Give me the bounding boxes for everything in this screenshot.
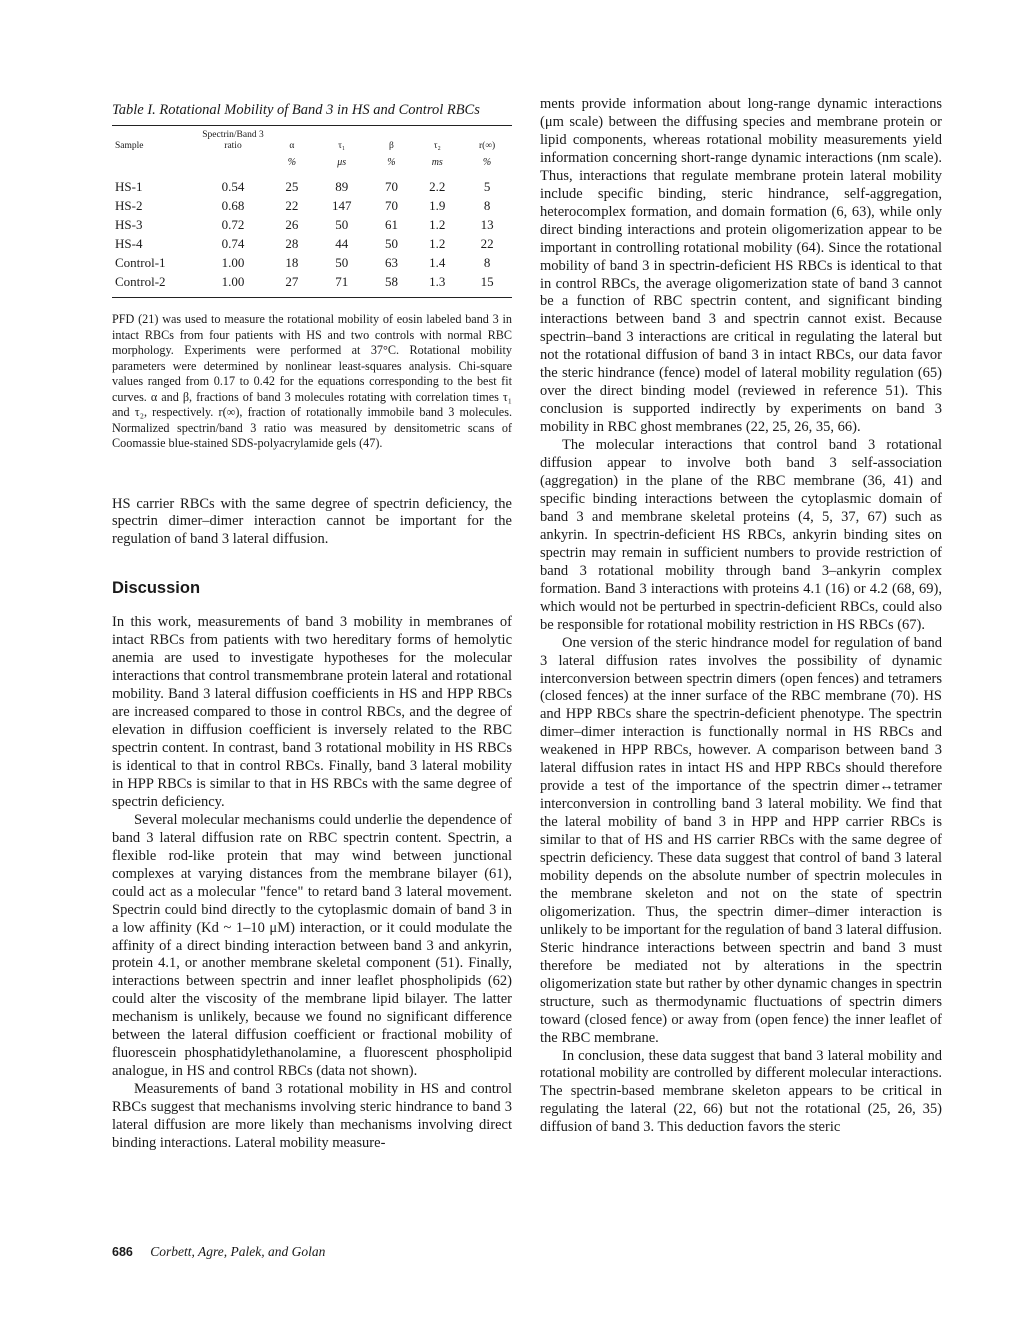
table-row <box>112 177 512 196</box>
table-cell: 44 <box>335 236 349 251</box>
table-cell: 63 <box>384 255 398 270</box>
table-cell: 26 <box>285 217 299 232</box>
paragraph: In this work, measurements of band 3 mobility in membranes of intact RBCs from patients with two hereditary forms of hemolytic anemia are used to investigate hypotheses for the molecular interactions that control transmembrane protein lateral and rotational mobility. Band 3 lateral diffusion coefficients in HS and HPP RBCs are increased compared to those in control RBCs, and the degree of elevation in diffusion coefficient is inversely related to the RBC spectrin content. In contrast, band 3 rotational mobility in HS RBCs is identical to that in control RBCs. Finally, band 3 lateral mobility in HPP RBCs is similar to that in HS RBCs with the same degree of spectrin deficiency. <box>112 614 512 810</box>
unit-cell <box>195 154 271 171</box>
page-number: 686 <box>112 1245 133 1259</box>
paragraph: The molecular interactions that control band 3 rotational diffusion appear to involve both band 3 self-association (aggregation) in the plane of the RBC membrane (36, 41) and specific binding interactions between the cytoplasmic domain of band 3 and membrane skeletal proteins (4, 5, 37, 67) such as ankyrin. In spectrin-deficient HS RBCs, ankyrin binding sites on spectrin may remain in sufficient numbers to provide restriction of band 3 rotational mobility through band 3–ankyrin complex formation. Band 3 interactions with proteins 4.1 (16) or 4.2 (68, 69), which would not be perturbed in spectrin-deficient RBCs, could also be responsible for rotational mobility restriction in HS RBCs (67). <box>540 437 942 633</box>
paragraph: ments provide information about long-range dynamic interactions (μm scale) between the diffusing species and membrane protein or lipid components, whereas rotational mobility measurements yield information concerning short-range dynamic interactions (nm scale). Thus, interactions that regulate membrane protein lateral mobility include specific binding, steric hindrance, self-aggregation, heterocomplex formation, and domain formation (6, 63), while only direct binding interactions and protein oligomerization appear to be important in controlling rotational mobility (64). Since the rotational mobility of band 3 in spectrin-deficient HS RBCs is identical to that in control RBCs, the average oligomerization state of band 3 cannot be a function of RBC spectrin content, and significant binding interactions between band 3 and spectrin cannot exist. Because spectrin–band 3 interactions are critical in regulating the lateral but not the rotational diffusion of band 3 in intact RBCs, our data favor the steric hindrance (fence) model of lateral mobility regulation (65) over the direct binding model (reviewed in reference 51). This conclusion is supported indirectly by experiments on band 3 mobility in RBC ghost membranes (22, 25, 26, 35, 66). <box>540 96 942 436</box>
table-units-row <box>112 154 512 171</box>
table-cell: 1.00 <box>221 255 245 270</box>
table-cell: 1.4 <box>429 255 446 270</box>
table-cell: 0.74 <box>221 236 245 251</box>
header-tau1: τ₁ <box>338 141 346 151</box>
table-cell: 15 <box>480 274 494 289</box>
paragraph: In conclusion, these data suggest that band 3 lateral mobility and rotational mobility are controlled by different molecular interactions. The spectrin-based membrane skeleton appears to be critical in regulating the lateral (22, 66) but not the rotational (25, 26, 35) diffusion of band 3. This deduction favors the steric <box>540 1047 942 1136</box>
table-cell: 0.72 <box>221 217 245 232</box>
header-alpha: α <box>289 141 295 151</box>
table-cell: 1.00 <box>221 274 245 289</box>
unit-cell <box>112 154 195 171</box>
table-header-row <box>112 126 512 154</box>
left-column <box>112 96 512 1153</box>
table-cell: HS-1 <box>115 179 143 194</box>
header-spectrin-ratio: Spectrin/Band 3 ratio <box>202 130 264 151</box>
unit-cell: % <box>387 157 396 168</box>
table-title: Table I. Rotational Mobility of Band 3 in HS and Control RBCs <box>112 102 480 118</box>
table-cell: 1.9 <box>429 198 446 213</box>
paragraph: Several molecular mechanisms could underlie the dependence of band 3 lateral diffusion rate on RBC spectrin content. Spectrin, a flexible rod-like protein that may wind between junctional complexes at varying distances from the membrane bilayer (61), could act as a molecular "fence" to retard band 3 lateral movement. Spectrin could bind directly to the cytoplasmic domain of band 3 in a low affinity (Kd ~ 1–10 μM) interaction, or it could modulate the affinity of a direct binding interaction between band 3 and ankyrin, protein 4.1, or another membrane skeletal component (51). Finally, interactions between spectrin and inner leaflet phospholipids (62) could alter the viscosity of the membrane lipid bilayer. The latter mechanism is unlikely, because we found no significant difference between the lateral diffusion coefficient or fractional mobility of fluorescein phosphatidylethanolamine, a fluorescent phospholipid analogue, in HS and control RBCs (data not shown). <box>112 811 512 1080</box>
table-cell: HS-3 <box>115 217 143 232</box>
table-cell: 58 <box>384 274 398 289</box>
unit-cell: ms <box>431 157 443 168</box>
table-row <box>112 215 512 234</box>
table-cell: HS-2 <box>115 198 143 213</box>
table-cell: 0.68 <box>221 198 245 213</box>
table-cell: 5 <box>483 179 491 194</box>
unit-cell: % <box>482 157 492 168</box>
rotational-mobility-table <box>112 126 512 291</box>
unit-cell: % <box>287 157 297 168</box>
table-cell: 1.2 <box>429 236 446 251</box>
table-cell: 28 <box>285 236 299 251</box>
table-cell: 22 <box>285 198 299 213</box>
table-cell: 61 <box>384 217 398 232</box>
table-cell: HS-4 <box>115 236 143 251</box>
table-cell: 50 <box>335 217 349 232</box>
table-cell: 1.3 <box>429 274 446 289</box>
table-cell: 70 <box>384 198 398 213</box>
table-cell: 1.2 <box>429 217 446 232</box>
table-cell: 0.54 <box>221 179 245 194</box>
table-cell: 8 <box>483 255 491 270</box>
header-tau2: τ₂ <box>433 141 441 151</box>
table-cell: 50 <box>335 255 349 270</box>
table-cell: 13 <box>480 217 494 232</box>
unit-cell: μs <box>337 157 347 168</box>
section-heading-discussion: Discussion <box>112 579 201 598</box>
table-row <box>112 253 512 272</box>
table-footnote: PFD (21) was used to measure the rotational mobility of eosin labeled band 3 in intact RBCs from four patients with HS and two controls with normal RBC morphology. Experiments were performed at 37°C. Rotational mobility parameters were determined by nonlinear least-squares analysis. Chi-square values ranged from 0.17 to 0.42 for the equations corresponding to the best fit curves. α and β, fractions of band 3 molecules rotating with correlation times τ₁ and τ₂, respectively. r(∞), fraction of rotationally immobile band 3 molecules. Normalized spectrin/band 3 ratio was measured by densitometric scans of Coomassie blue-stained SDS-polyacrylamide gels (47). <box>112 312 512 450</box>
table-cell: 89 <box>335 179 349 194</box>
table-cell: 2.2 <box>429 179 446 194</box>
table-cell: 50 <box>384 236 398 251</box>
table-cell: Control-1 <box>115 255 166 270</box>
table-cell: Control-2 <box>115 274 166 289</box>
table-cell: 8 <box>483 198 491 213</box>
table-bottom-rule <box>112 297 512 298</box>
table-row <box>112 272 512 291</box>
table-cell: 70 <box>384 179 398 194</box>
table-cell: 71 <box>335 274 349 289</box>
table-row <box>112 196 512 215</box>
paragraph: One version of the steric hindrance model for regulation of band 3 lateral diffusion rates involves the possibility of dynamic interconversion between spectrin dimers (open fences) and tetramers (closed fences) at the inner surface of the RBC membrane (70). HS and HPP RBCs share the spectrin-deficient phenotype. The spectrin dimer–dimer interaction is functionally normal in HS RBCs and weakened in HPP RBCs, however. A comparison between band 3 lateral diffusion rates in intact HS and HPP RBCs should therefore provide a test of the importance of the spectrin dimer↔tetramer interconversion in controlling band 3 lateral mobility. We find that the lateral mobility of band 3 in HPP and HPP carrier RBCs is similar to that of HS and HS carrier RBCs with the same degree of spectrin deficiency. These data suggest that control of band 3 lateral mobility depends on the absolute number of spectrin molecules in the membrane skeleton and not on the state of spectrin oligomerization. Thus, the spectrin dimer–dimer interaction is unlikely to be important for the regulation of band 3 lateral diffusion. Steric hindrance interactions between spectrin and band 3 must therefore be mediated not by alterations in the spectrin oligomerization state but rather by other dynamic changes in spectrin structure, such as thermodynamic fluctuations of spectrin dimers toward (closed fence) or away from (open fence) the inner leaflet of the RBC membrane. <box>540 634 942 1046</box>
running-authors: Corbett, Agre, Palek, and Golan <box>150 1244 326 1259</box>
page-footer <box>112 1244 325 1260</box>
table-cell: 22 <box>480 236 494 251</box>
table-cell: 27 <box>285 274 299 289</box>
header-sample: Sample <box>115 141 144 151</box>
header-beta: β <box>389 141 394 151</box>
table-row <box>112 234 512 253</box>
table-cell: 25 <box>285 179 299 194</box>
right-column <box>540 96 942 1137</box>
paragraph: HS carrier RBCs with the same degree of spectrin deficiency, the spectrin dimer–dimer interaction cannot be important for the regulation of band 3 lateral diffusion. <box>112 495 512 548</box>
table-cell: 147 <box>331 198 352 213</box>
table-cell: 18 <box>285 255 299 270</box>
paragraph: Measurements of band 3 rotational mobility in HS and control RBCs suggest that mechanisms involving steric hindrance to band 3 lateral diffusion are more likely than mechanisms involving direct binding interactions. Lateral mobility measure- <box>112 1081 512 1151</box>
header-r-infinity: r(∞) <box>478 141 496 151</box>
